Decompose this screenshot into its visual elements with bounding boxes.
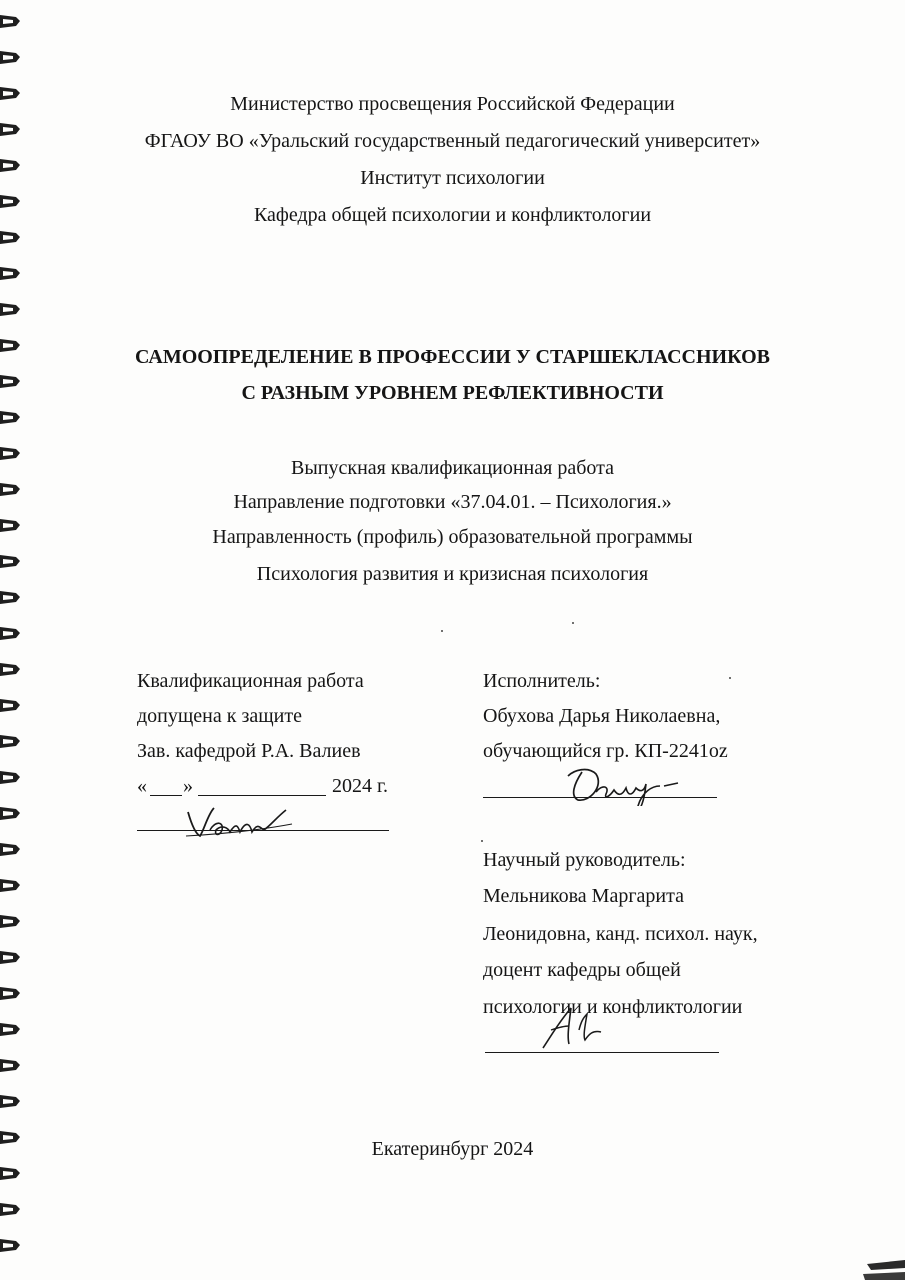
executor-group: обучающийся гр. КП-2241оz <box>483 740 728 762</box>
supervisor-line-3: доцент кафедры общей <box>483 959 681 981</box>
ministry-line: Министерство просвещения Российской Федерации <box>230 93 675 115</box>
supervisor-line-1: Мельникова Маргарита <box>483 885 684 907</box>
supervisor-signature <box>535 1000 615 1054</box>
thesis-title-line-2: С РАЗНЫМ УРОВНЕМ РЕФЛЕКТИВНОСТИ <box>241 382 664 404</box>
department-line: Кафедра общей психологии и конфликтологии <box>253 204 652 226</box>
sheet-corner-edge <box>857 1250 905 1280</box>
date-close-quote: » <box>183 775 193 797</box>
head-signature <box>180 800 300 840</box>
thesis-title-line-1: САМООПРЕДЕЛЕНИЕ В ПРОФЕССИИ У СТАРШЕКЛАССНИКОВ <box>134 346 771 368</box>
scan-speck <box>572 622 574 624</box>
scan-speck <box>481 840 483 842</box>
executor-name: Обухова Дарья Николаевна, <box>483 705 721 727</box>
work-profile: Психология развития и кризисная психология <box>256 563 649 585</box>
admission-line-2: допущена к защите <box>137 705 302 727</box>
date-day-blank <box>150 795 182 796</box>
work-direction: Направление подготовки «37.04.01. – Психология.» <box>233 491 672 513</box>
executor-label: Исполнитель: <box>483 670 601 692</box>
admission-line-1: Квалификационная работа <box>137 670 364 692</box>
scan-speck <box>441 630 443 632</box>
work-focus: Направленность (профиль) образовательной программы <box>212 526 693 548</box>
work-type: Выпускная квалификационная работа <box>291 457 614 479</box>
date-open-quote: « <box>137 775 147 797</box>
university-line: ФГАОУ ВО «Уральский государственный педагогический университет» <box>144 130 761 152</box>
executor-signature <box>560 762 690 806</box>
date-month-blank <box>198 795 326 796</box>
scan-speck <box>729 677 731 679</box>
city-year: Екатеринбург 2024 <box>371 1138 534 1160</box>
supervisor-line-2: Леонидовна, канд. психол. наук, <box>483 923 758 945</box>
supervisor-label: Научный руководитель: <box>483 849 686 871</box>
institute-line: Институт психологии <box>360 167 545 189</box>
supervisor-line-4: психологии и конфликтологии <box>483 996 743 1018</box>
department-head: Зав. кафедрой Р.А. Валиев <box>137 740 361 762</box>
spiral-binding <box>0 0 28 1280</box>
date-year: 2024 г. <box>332 775 388 797</box>
